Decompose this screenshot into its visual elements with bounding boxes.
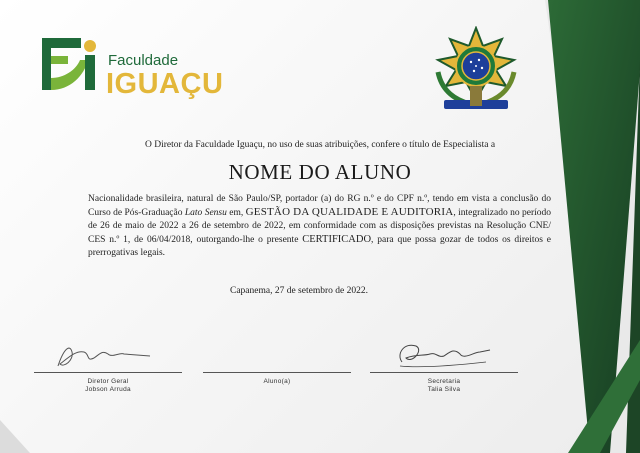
logo-fi-mark-icon bbox=[42, 38, 102, 100]
director-role: Diretor Geral bbox=[87, 378, 129, 385]
body-text-part3: , integralizado no período de 26 de maio de 2022 a 26 de setembro de 2022, em conformidade com as disposições previstas na Resolução CNE/ CES n.º 1, de 06/04/2018, outorgando-lhe o presente bbox=[88, 208, 551, 245]
director-signature bbox=[50, 338, 160, 372]
secretary-role: Secretaria bbox=[427, 378, 461, 385]
certificate-intro: O Diretor da Faculdade Iguaçu, no uso de suas atribuições, confere o título de Especialista a bbox=[144, 140, 496, 150]
director-signature-label bbox=[34, 378, 182, 394]
logo-text-iguacu: IGUAÇU bbox=[106, 68, 224, 100]
brazil-coat-of-arms-icon bbox=[430, 26, 522, 112]
place-and-date: Capanema, 27 de setembro de 2022. bbox=[230, 286, 368, 296]
student-role: Aluno(a) bbox=[263, 378, 291, 385]
body-text-part2: em, bbox=[226, 208, 246, 218]
director-name: Jobson Arruda bbox=[85, 386, 131, 393]
secretary-signature-label bbox=[370, 378, 518, 394]
certificate-body bbox=[88, 193, 551, 260]
body-text-part1: Nacionalidade brasileira, natural de São Paulo/SP, portador (a) do RG n.º e do CPF n.º, tendo em vista a conclusão do Curso de Pós-Graduação bbox=[88, 194, 551, 218]
secretary-signature bbox=[390, 336, 500, 370]
secretary-signature-line bbox=[370, 372, 518, 373]
lato-sensu-text: Lato Sensu bbox=[184, 208, 227, 218]
logo-text-faculdade: Faculdade bbox=[108, 52, 179, 69]
secretary-name: Talia Silva bbox=[427, 386, 461, 393]
institution-logo bbox=[42, 38, 242, 108]
course-name: GESTÃO DA QUALIDADE E AUDITORIA bbox=[245, 206, 454, 218]
director-signature-line bbox=[34, 372, 182, 373]
body-text-part4: , para que possa gozar de todos os direitos e prerrogativas legais. bbox=[88, 235, 551, 258]
certificado-word: CERTIFICADO bbox=[302, 234, 372, 245]
student-signature-line bbox=[203, 372, 351, 373]
student-signature-label bbox=[203, 378, 351, 386]
student-name: NOME DO ALUNO bbox=[228, 160, 412, 184]
